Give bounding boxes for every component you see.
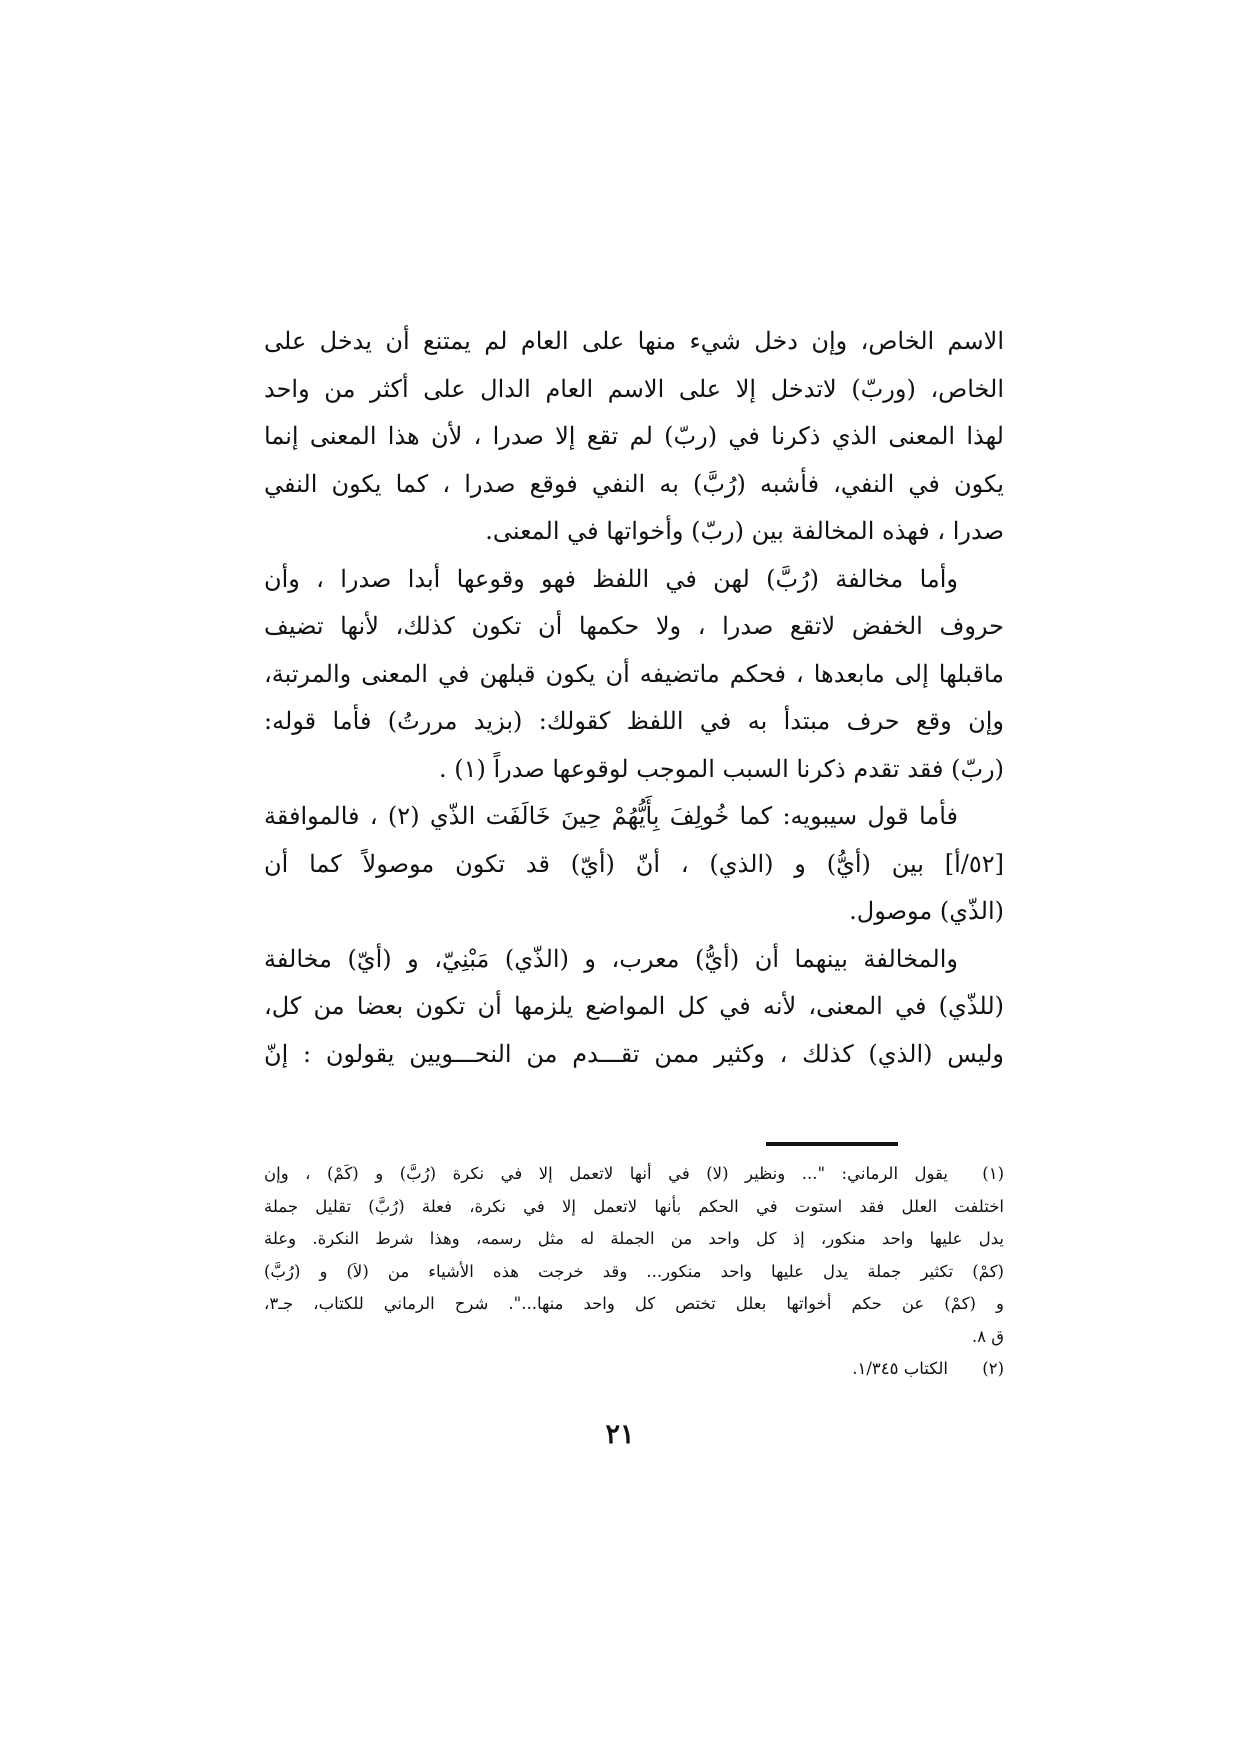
main-text <box>264 318 1004 1078</box>
text-line: يكون في النفي، فأشبه (رُبَّ) به النفي فوقع صدرا ، كما يكون النفي <box>264 469 1004 498</box>
text-line: وليس (الذي) كذلك ، وكثير ممن تقـــدم من النحـــويين يقولون : إنّ <box>264 1039 1004 1068</box>
footnote-separator <box>766 1142 898 1146</box>
footnote-number: (٢) <box>982 1359 1004 1378</box>
footnote-1 <box>264 1158 1004 1353</box>
text-line: (الذّي) موصول. <box>849 897 1004 925</box>
footnote-line: (كمْ) تكثير جملة يدل عليها واحد منكور... وقد خرجت هذه الأشياء من (لاَ) و (رُبَّ) <box>264 1261 1004 1281</box>
footnote-line: اختلفت العلل فقد استوت في الحكم بأنها لاتعمل إلا في نكرة، فعلة (رُبَّ) تقليل جملة <box>264 1196 1004 1216</box>
footnote-line: الكتاب ١/٣٤٥. <box>852 1359 948 1378</box>
text-line: فأما قول سيبويه: كما خُولِفَ بِأَيُّهُمْ حِينَ خَالَفَت الذّي (٢) ، فالموافقة <box>264 802 959 830</box>
text-line: وأما مخالفة (رُبَّ) لهن في اللفظ فهو وقوعها أبدا صدرا ، وأن <box>264 564 958 593</box>
text-line: (ربّ) فقد تقدم ذكرنا السبب الموجب لوقوعها صدراً (١) . <box>438 754 1004 783</box>
text-line: (للذّي) في المعنى، لأنه في كل المواضع يلزمها أن تكون بعضا من كل، <box>264 992 1004 1020</box>
text-line: الخاص، (وربّ) لاتدخل إلا على الاسم العام الدال على أكثر من واحد <box>264 374 1004 403</box>
text-line: والمخالفة بينهما أن (أيُّ) معرب، و (الذّي) مَبْنِيّ، و (أيّ) مخالفة <box>264 944 959 973</box>
text-line: [٥٢/أ] بين (أيُّ) و (الذي) ، أنّ (أيّ) قد تكون موصولاً كما أن <box>264 849 1004 878</box>
footnote-number: (١) <box>982 1164 1004 1183</box>
text-line: حروف الخفض لاتقع صدرا ، ولا حكمها أن تكون كذلك، لأنها تضيف <box>264 612 1004 640</box>
footnotes <box>264 1158 1004 1386</box>
page-number: ٢١ <box>605 1419 635 1450</box>
footnote-line: يقول الرماني: "... ونظير (لا) في أنها لاتعمل إلا في نكرة (رُبَّ) و (كَمْ) ، وإن <box>264 1164 948 1183</box>
text-line: ماقبلها إلى مابعدها ، فحكم ماتضيفه أن يكون قبلهن في المعنى والمرتبة، <box>264 659 1004 688</box>
text-line: وإن وقع حرف مبتدأ به في اللفظ كقولك: (بزيد مررتُ) فأما قوله: <box>264 707 1004 735</box>
footnote-line: يدل عليها واحد منكور، إذ كل واحد من الجملة له مثل رسمه، وهذا شرط النكرة. وعلة <box>264 1229 1004 1248</box>
footnote-2 <box>264 1353 1004 1386</box>
footnote-line: و (كمْ) عن حكم أخواتها بعلل تختص كل واحد منها...". شرح الرماني للكتاب، جـ٣، <box>264 1294 1004 1313</box>
footnote-line: ق ٨. <box>971 1326 1004 1346</box>
text-line: لهذا المعنى الذي ذكرنا في (ربّ) لم تقع إلا صدرا ، لأن هذا المعنى إنما <box>264 422 1004 450</box>
text-line: الاسم الخاص، وإن دخل شيء منها على العام لم يمتنع أن يدخل على <box>264 327 1004 355</box>
text-line: صدرا ، فهذه المخالفة بين (ربّ) وأخواتها في المعنى. <box>485 517 1004 545</box>
